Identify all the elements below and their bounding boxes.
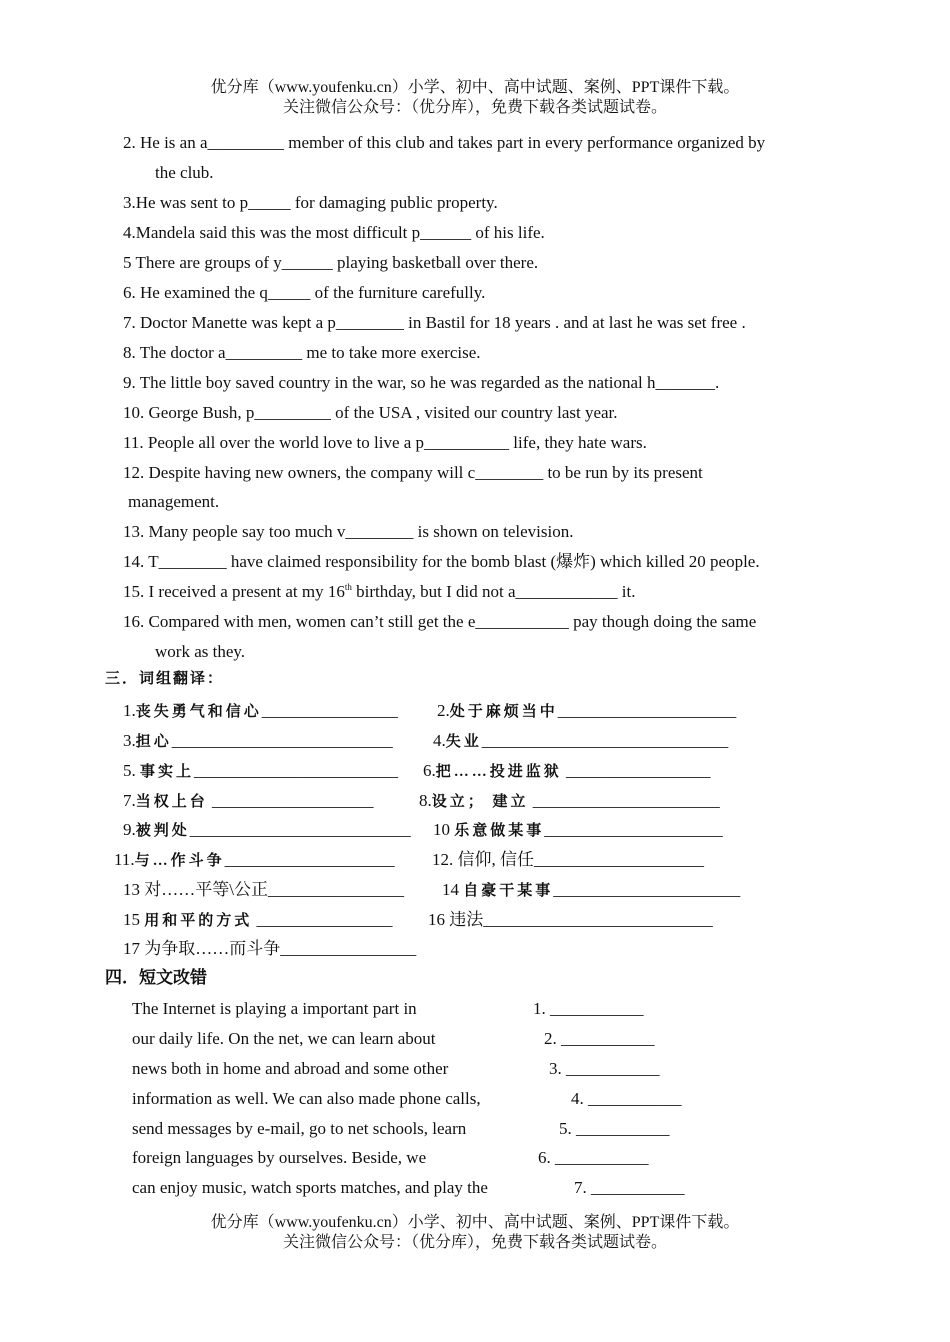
- header-line-1: 优分库（www.youfenku.cn）小学、初中、高中试题、案例、PPT课件下载。: [210, 79, 740, 96]
- answer-blank-2: 2. ___________: [544, 1029, 655, 1048]
- passage-line-4: information as well. We can also made phone calls,: [132, 1089, 481, 1108]
- question-16-line-2: work as they.: [155, 642, 246, 661]
- question-15-post: birthday, but I did not a____________ it.: [351, 582, 636, 601]
- question-5: 5 There are groups of y______ playing basketball over there.: [123, 253, 539, 272]
- passage-line-3: news both in home and abroad and some other: [132, 1059, 449, 1078]
- phrase-10-num: 10: [433, 820, 455, 839]
- phrase-15-cn: 用和平的方式: [144, 913, 253, 929]
- answer-blank-1: 1. ___________: [533, 999, 644, 1018]
- question-2-line-1: 2. He is an a_________ member of this club and takes part in every performance organized by: [123, 133, 766, 152]
- phrase-12: 12. 信仰, 信任____________________: [432, 850, 704, 869]
- phrase-7-cn: 当权上台: [135, 794, 208, 810]
- header-line-2: 关注微信公众号：（优分库），免费下载各类试题试卷。: [282, 99, 667, 116]
- question-2-line-2: the club.: [155, 163, 214, 182]
- phrase-6-blank: _________________: [566, 761, 711, 780]
- passage-line-6: foreign languages by ourselves. Beside, we: [132, 1148, 427, 1167]
- question-7: 7. Doctor Manette was kept a p________ in Bastil for 18 years . and at last he was set free .: [123, 313, 746, 332]
- phrase-4: [433, 731, 728, 752]
- footer-line-2: 关注微信公众号：（优分库），免费下载各类试题试卷。: [282, 1234, 667, 1251]
- footer-line-1: 优分库（www.youfenku.cn）小学、初中、高中试题、案例、PPT课件下载。: [210, 1214, 740, 1231]
- phrase-15-num: 15: [123, 910, 145, 929]
- answer-blank-5: 5. ___________: [559, 1119, 670, 1138]
- phrase-17: 17 为争取……而斗争________________: [123, 939, 417, 958]
- phrase-14: [442, 880, 740, 901]
- phrase-3: [123, 731, 393, 752]
- answer-blank-6: 6. ___________: [538, 1148, 649, 1167]
- phrase-8-cn: 设立； 建立: [431, 794, 529, 810]
- phrase-5-cn: 事实上: [140, 764, 195, 780]
- phrase-11: [114, 850, 395, 871]
- phrase-3-cn: 担心: [135, 734, 172, 750]
- phrase-1: [123, 701, 398, 722]
- phrase-14-num: 14: [442, 880, 464, 899]
- phrase-5-num: 5.: [123, 761, 140, 780]
- passage-line-2: our daily life. On the net, we can learn about: [132, 1029, 436, 1048]
- question-16-line-1: 16. Compared with men, women can’t still get the e___________ pay though doing the same: [123, 612, 757, 631]
- passage-line-5: send messages by e-mail, go to net schools, learn: [132, 1119, 467, 1138]
- phrase-8-num: 8.: [419, 791, 432, 810]
- question-4: 4.Mandela said this was the most difficult p______ of his life.: [123, 223, 545, 242]
- question-14: 14. T________ have claimed responsibility for the bomb blast (爆炸) which killed 20 people.: [123, 552, 760, 571]
- phrase-5: [123, 761, 398, 782]
- phrase-15-blank: ________________: [256, 910, 393, 929]
- phrase-5-blank: ________________________: [194, 761, 399, 780]
- phrase-4-blank: _____________________________: [481, 731, 729, 750]
- passage-line-7: can enjoy music, watch sports matches, and play the: [132, 1178, 488, 1197]
- phrase-7-num: 7.: [123, 791, 136, 810]
- phrase-9-num: 9.: [123, 820, 136, 839]
- phrase-10-blank: _____________________: [544, 820, 723, 839]
- question-6: 6. He examined the q_____ of the furniture carefully.: [123, 283, 486, 302]
- question-9: 9. The little boy saved country in the war, so he was regarded as the national h_______.: [123, 373, 720, 392]
- phrase-3-num: 3.: [123, 731, 136, 750]
- question-15: [123, 582, 636, 602]
- question-15-sup: th: [344, 582, 352, 592]
- phrase-11-blank: ____________________: [224, 850, 395, 869]
- phrase-14-blank: ______________________: [553, 880, 741, 899]
- phrase-10-cn: 乐意做某事: [454, 823, 545, 839]
- phrase-9-cn: 被判处: [135, 823, 190, 839]
- phrase-8: [419, 791, 720, 812]
- question-12-line-2: management.: [128, 492, 220, 511]
- question-12-line-1: 12. Despite having new owners, the company will c________ to be run by its present: [123, 463, 703, 482]
- phrase-6: [423, 761, 711, 782]
- phrase-2-cn: 处于麻烦当中: [449, 704, 558, 720]
- phrase-11-cn: 与…作斗争: [134, 853, 225, 869]
- phrase-7-blank: ___________________: [212, 791, 374, 810]
- phrase-16: 16 违法___________________________: [428, 910, 713, 929]
- question-13: 13. Many people say too much v________ is shown on television.: [123, 522, 574, 541]
- phrase-10: [433, 820, 723, 841]
- phrase-14-cn: 自豪干某事: [463, 883, 554, 899]
- question-15-pre: 15. I received a present at my 16: [123, 582, 345, 601]
- question-11: 11. People all over the world love to live a p__________ life, they hate wars.: [123, 433, 647, 452]
- phrase-1-num: 1.: [123, 701, 136, 720]
- phrase-2: [437, 701, 736, 722]
- phrase-7: [123, 791, 374, 812]
- phrase-6-num: 6.: [423, 761, 436, 780]
- answer-blank-4: 4. ___________: [571, 1089, 682, 1108]
- section-4-title: 四．短文改错: [105, 968, 207, 987]
- phrase-6-cn: 把……投进监狱: [435, 764, 562, 780]
- phrase-4-cn: 失业: [445, 734, 482, 750]
- question-8: 8. The doctor a_________ me to take more exercise.: [123, 343, 481, 362]
- phrase-1-cn: 丧失勇气和信心: [135, 704, 262, 720]
- phrase-8-blank: ______________________: [532, 791, 720, 810]
- phrase-13: 13 对……平等\公正________________: [123, 880, 404, 899]
- phrase-9-blank: __________________________: [189, 820, 411, 839]
- section-3-title: 三．词组翻译：: [105, 671, 225, 687]
- answer-blank-3: 3. ___________: [549, 1059, 660, 1078]
- phrase-9: [123, 820, 411, 841]
- phrase-11-num: 11.: [114, 850, 135, 869]
- phrase-4-num: 4.: [433, 731, 446, 750]
- phrase-3-blank: __________________________: [171, 731, 393, 750]
- phrase-15: [123, 910, 393, 931]
- phrase-2-blank: _____________________: [557, 701, 737, 720]
- question-10: 10. George Bush, p_________ of the USA , visited our country last year.: [123, 403, 618, 422]
- phrase-1-blank: ________________: [261, 701, 398, 720]
- answer-blank-7: 7. ___________: [574, 1178, 685, 1197]
- question-3: 3.He was sent to p_____ for damaging public property.: [123, 193, 498, 212]
- phrase-2-num: 2.: [437, 701, 450, 720]
- passage-line-1: The Internet is playing a important part in: [132, 999, 417, 1018]
